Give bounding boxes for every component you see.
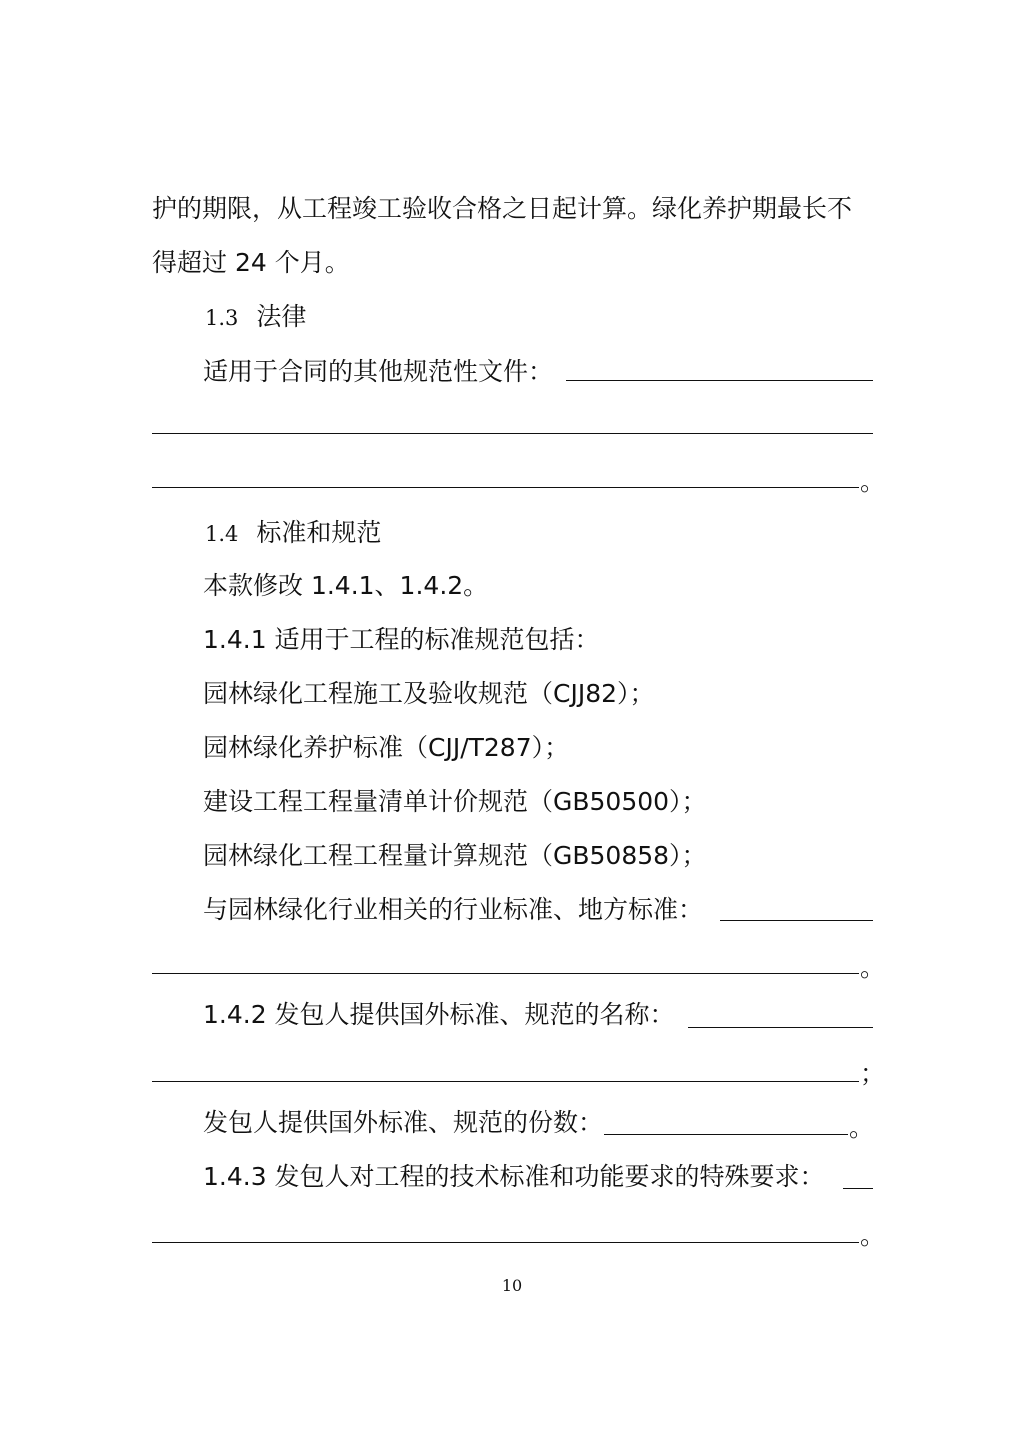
period-mark: 。 — [860, 1221, 886, 1250]
blank-line — [152, 433, 873, 434]
industry-standards-label: 与园林绿化行业相关的行业标准、地方标准： — [203, 895, 704, 924]
blank-line — [152, 487, 859, 488]
blank-line — [843, 1188, 873, 1189]
period-mark: 。 — [860, 953, 886, 982]
standard-item: 园林绿化工程施工及验收规范（CJJ82）； — [203, 679, 655, 708]
standard-item: 园林绿化养护标准（CJJ/T287）； — [203, 733, 570, 762]
section-title: 法律 — [256, 302, 307, 331]
blank-line — [152, 1081, 859, 1082]
standard-item: 建设工程工程量清单计价规范（GB50500）； — [203, 787, 707, 816]
section-heading-1-3 — [205, 299, 306, 336]
blank-line — [152, 973, 859, 974]
copies-label: 发包人提供国外标准、规范的份数： — [203, 1108, 604, 1137]
clause-1-4-1: 1.4.1 适用于工程的标准规范包括： — [203, 625, 600, 654]
blank-line — [604, 1134, 848, 1135]
clause-1-4-2: 1.4.2 发包人提供国外标准、规范的名称： — [203, 1000, 675, 1029]
blank-line — [566, 380, 873, 381]
amend-note: 本款修改 1.4.1、1.4.2。 — [203, 571, 489, 600]
other-docs-label: 适用于合同的其他规范性文件： — [203, 357, 554, 386]
clause-1-4-3: 1.4.3 发包人对工程的技术标准和功能要求的特殊要求： — [203, 1162, 825, 1191]
standard-item: 园林绿化工程工程量计算规范（GB50858）； — [203, 841, 707, 870]
blank-line — [152, 1242, 859, 1243]
semicolon-mark: ； — [860, 1059, 886, 1088]
paragraph-line: 得超过 24 个月。 — [152, 248, 350, 277]
page-number: 10 — [501, 1276, 523, 1295]
period-mark: 。 — [849, 1113, 875, 1142]
period-mark: 。 — [860, 467, 886, 496]
paragraph-line: 护的期限，从工程竣工验收合格之日起计算。绿化养护期最长不 — [152, 194, 853, 223]
blank-line — [688, 1027, 873, 1028]
blank-line — [720, 920, 873, 921]
section-heading-1-4 — [205, 515, 381, 552]
section-number: 1.4 — [205, 522, 239, 546]
section-title: 标准和规范 — [256, 518, 382, 547]
section-number: 1.3 — [205, 306, 239, 330]
